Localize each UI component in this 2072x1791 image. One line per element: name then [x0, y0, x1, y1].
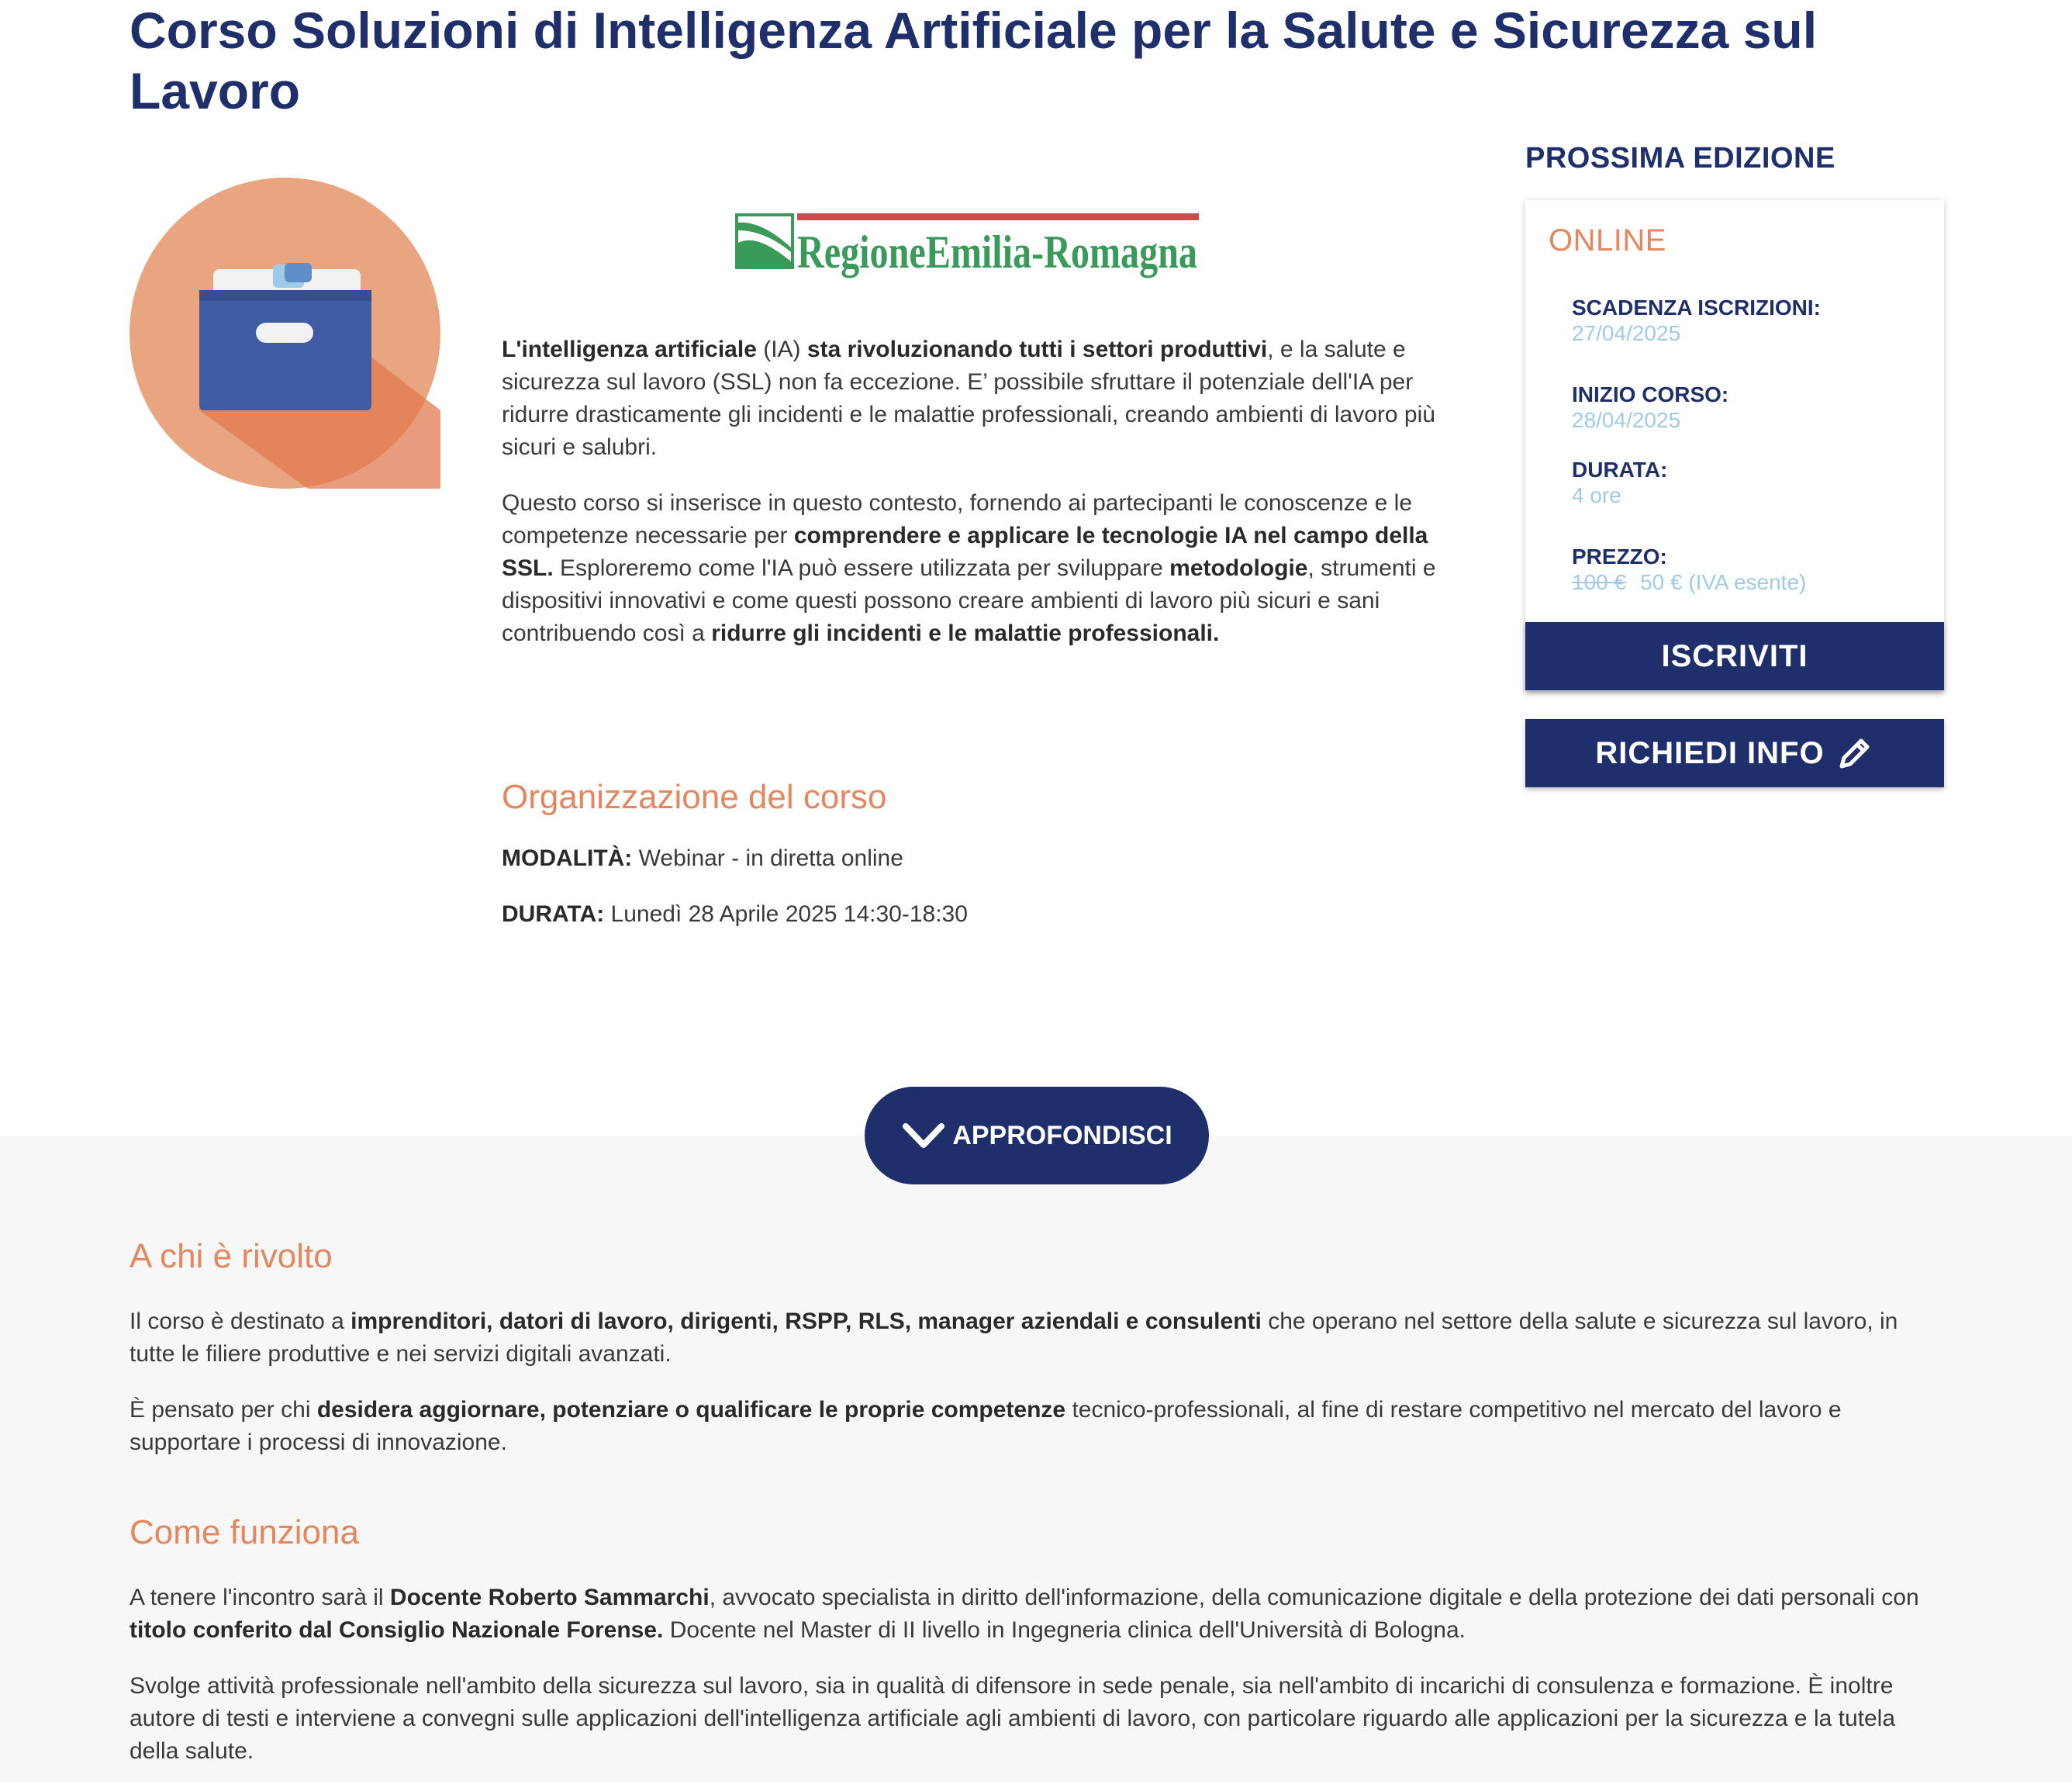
text-run: Docente nel Master di II livello in Ingegneria clinica dell'Università di Bologna.: [663, 1617, 1466, 1643]
audience-paragraph-1: [130, 1305, 1944, 1371]
text-run: A tenere l'incontro sarà il: [130, 1585, 390, 1610]
start-value: 28/04/2025: [1572, 408, 1681, 432]
text-run: Svolge attività professionale nell'ambito della sicurezza sul lavoro, sia in qualità di difensore in sede penale, sia nell'ambito di incarichi di consulenza e formazione. È inoltre autore di testi e interviene a convegni sulle applicazioni dell'intelligenza artificiale agli ambienti di lavoro, con particolare riguardo alle applicazioni per la sicurezza e la tutela della salute.: [130, 1673, 1896, 1764]
text-run: , e la salute e sicurezza sul lavoro (SSL) non fa eccezione. E’ possibile sfruttare il potenziale dell'IA per ridurre drasticamente gli incidenti e le malattie professionali, creando ambienti di lavoro più sicuri e salubri.: [502, 337, 1435, 460]
bold-text: titolo conferito dal Consiglio Nazionale Forense.: [130, 1617, 664, 1643]
intro-paragraph-1: [502, 334, 1456, 464]
svg-text:RegioneEmilia-Romagna: RegioneEmilia-Romagna: [797, 226, 1197, 278]
how-paragraph-1: [130, 1582, 1944, 1647]
price-old: 100 €: [1572, 570, 1627, 594]
price-new: 50 € (IVA esente): [1640, 570, 1807, 594]
how-text: [130, 1582, 1944, 1791]
edition-card: [1525, 200, 1944, 691]
text-run: (IA): [756, 337, 807, 362]
how-paragraph-2: [130, 1670, 1944, 1768]
intro-paragraph-2: [502, 487, 1456, 650]
request-info-button[interactable]: [1525, 719, 1944, 787]
audience-text: [130, 1305, 1944, 1482]
bold-text: metodologie: [1169, 555, 1308, 581]
mode-value: Webinar - in diretta online: [632, 845, 903, 871]
start-label: INIZIO CORSO:: [1572, 382, 1729, 406]
deadline-label: SCADENZA ISCRIZIONI:: [1572, 296, 1821, 320]
how-heading: Come funziona: [130, 1513, 359, 1551]
bold-text: comprendere e applicare le tecnologie IA nel campo della SSL.: [502, 523, 1428, 581]
intro-text: [502, 334, 1456, 673]
text-run: Il corso è destinato a: [130, 1309, 351, 1334]
request-info-label: RICHIEDI INFO: [1595, 735, 1825, 770]
enroll-button[interactable]: [1525, 622, 1944, 690]
text-run: Questo corso si inserisce in questo contesto, fornendo ai partecipanti le conoscenze e le competenze necessarie per: [502, 490, 1413, 548]
bold-text: imprenditori, datori di lavoro, dirigenti, RSPP, RLS, manager aziendali e consulenti: [351, 1309, 1262, 1334]
edition-mode: ONLINE: [1549, 223, 1666, 258]
price-value: [1572, 570, 1806, 595]
text-run: , avvocato specialista in diritto dell'informazione, della comunicazione digitale e della protezione dei dati personali con: [709, 1585, 1919, 1610]
audience-heading: A chi è rivolto: [130, 1237, 333, 1275]
pencil-icon: [1835, 734, 1874, 773]
chevron-down-icon: [901, 1120, 946, 1151]
text-run: Esploreremo come l'IA può essere utilizzata per sviluppare: [553, 555, 1170, 581]
text-run: , strumenti e dispositivi innovativi e come questi possono creare ambienti di lavoro più sicuri e sani contribuendo così a: [502, 555, 1436, 646]
duration-value: Lunedì 28 Aprile 2025 14:30-18:30: [604, 901, 968, 927]
card-duration-value: 4 ore: [1572, 483, 1621, 507]
deadline-value: 27/04/2025: [1572, 321, 1681, 345]
page-title: Corso Soluzioni di Intelligenza Artificiale per la Salute e Sicurezza sul Lavoro: [130, 2, 1818, 119]
approfondisci-button[interactable]: [865, 1087, 1209, 1184]
approfondisci-label: APPROFONDISCI: [952, 1120, 1172, 1150]
mode-line: [502, 842, 903, 875]
organization-heading: Organizzazione del corso: [502, 778, 887, 816]
duration-line: [502, 898, 968, 931]
folder-icon: [130, 178, 440, 489]
duration-label: DURATA:: [502, 901, 605, 927]
mode-label: MODALITÀ:: [502, 845, 633, 871]
card-duration-label: DURATA:: [1572, 458, 1668, 482]
text-run: tecnico-professionali, al fine di restare competitivo nel mercato del lavoro e supportare i processi di innovazione.: [130, 1397, 1842, 1455]
bold-text: sta rivoluzionando tutti i settori produttivi: [806, 337, 1268, 362]
bold-text: desidera aggiornare, potenziare o qualificare le proprie competenze: [316, 1397, 1066, 1423]
bold-text: L'intelligenza artificiale: [502, 337, 757, 362]
text-run: che operano nel settore della salute e sicurezza sul lavoro, in tutte le filiere produttive e nei servizi digitali avanzati.: [130, 1309, 1898, 1367]
regione-emilia-romagna-logo: [735, 213, 1200, 285]
audience-paragraph-2: [130, 1394, 1944, 1459]
next-edition-heading: PROSSIMA EDIZIONE: [1525, 142, 1835, 175]
bold-text: Docente Roberto Sammarchi: [389, 1585, 710, 1610]
enroll-button-label: ISCRIVITI: [1661, 638, 1808, 673]
bold-text: ridurre gli incidenti e le malattie professionali.: [711, 621, 1220, 646]
price-label: PREZZO:: [1572, 545, 1667, 569]
text-run: È pensato per chi: [130, 1397, 317, 1423]
